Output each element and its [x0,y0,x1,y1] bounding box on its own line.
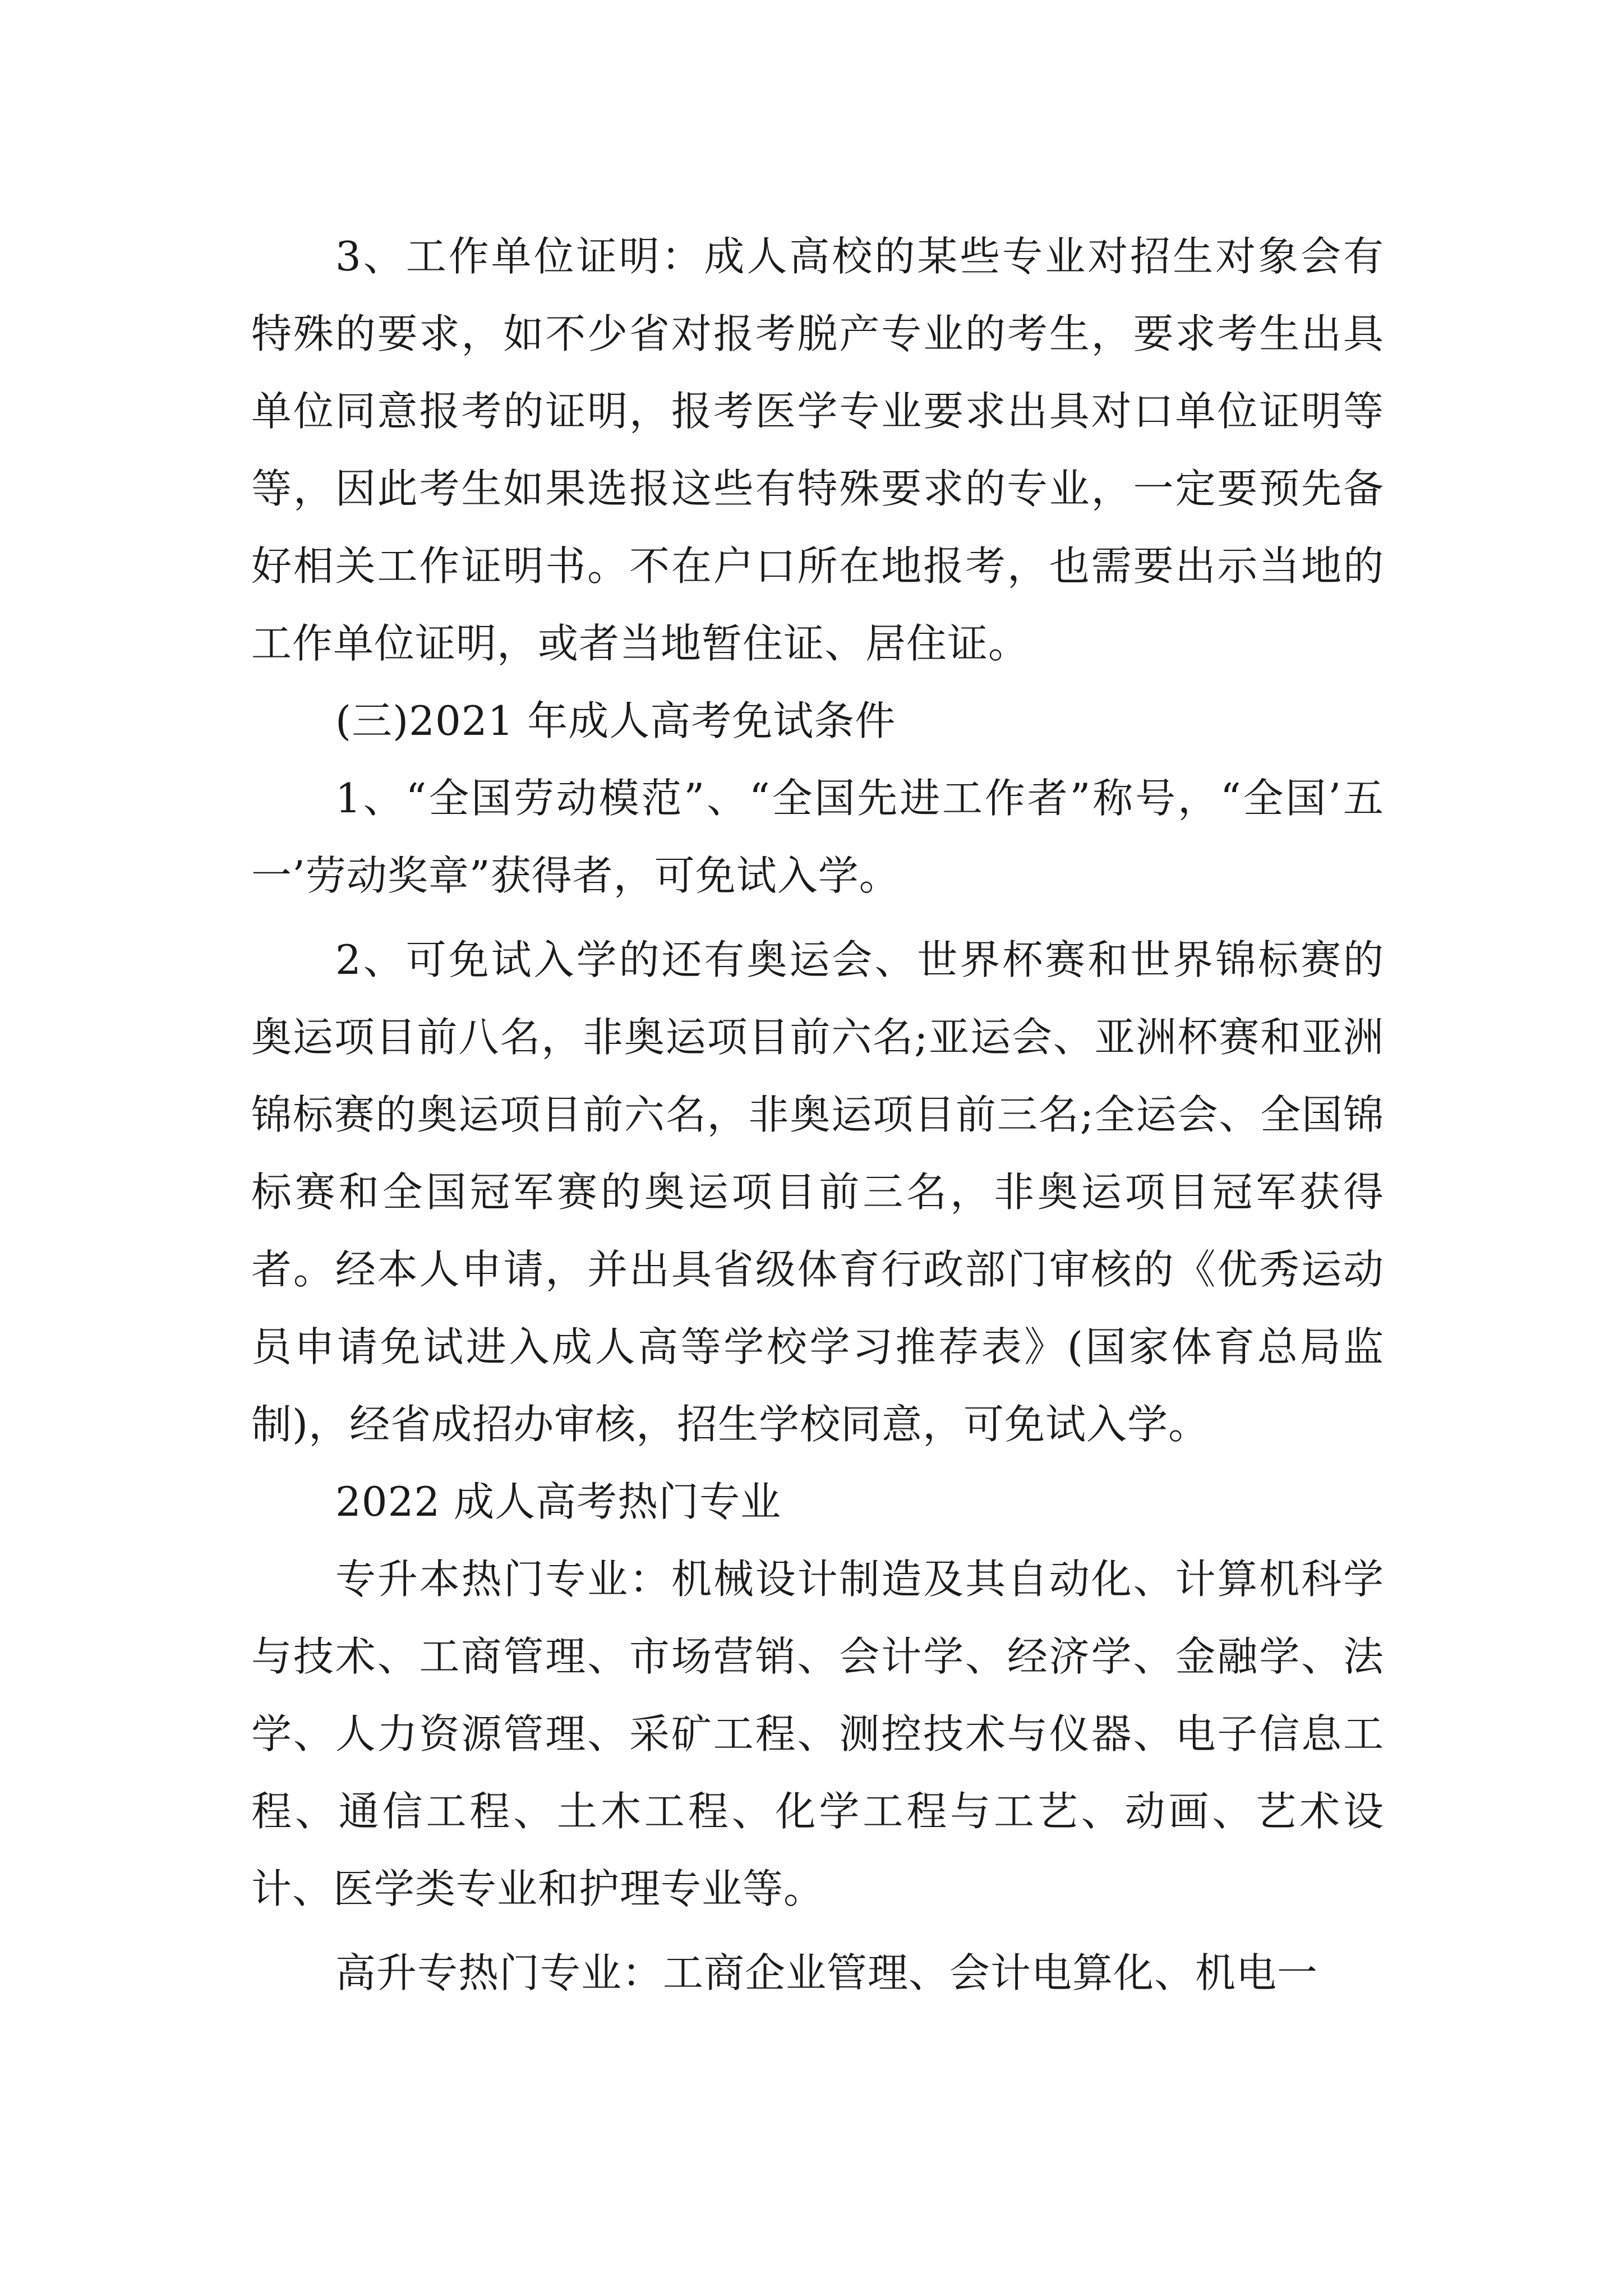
paragraph-work-unit-certificate: 3、工作单位证明：成人高校的某些专业对招生对象会有特殊的要求，如不少省对报考脱产专业的考生，要求考生出具单位同意报考的证明，报考医学专业要求出具对口单位证明等等，因此考生如果选报这些有特殊要求的专业，一定要预先备好相关工作证明书。不在户口所在地报考，也需要出示当地的工作单位证明，或者当地暂住证、居住证。 [251,233,1384,667]
paragraph-exemption-1: 1、“全国劳动模范”、“全国先进工作者”称号，“全国’五一’劳动奖章”获得者，可免试入学。 [251,775,1384,899]
paragraph-associate-popular-majors: 高升专热门专业：工商企业管理、会计电算化、机电一 [335,1949,1318,1996]
paragraph-exemption-2: 2、可免试入学的还有奥运会、世界杯赛和世界锦标赛的奥运项目前八名，非奥运项目前六名;亚运会、亚洲杯赛和亚洲锦标赛的奥运项目前六名，非奥运项目前三名;全运会、全国锦标赛和全国冠军赛的奥运项目前三名，非奥运项目冠军获得者。经本人申请，并出具省级体育行政部门审核的《优秀运动员申请免试进入成人高等学校学习推荐表》(国家体育总局监制)，经省成招办审核，招生学校同意，可免试入学。 [251,936,1384,1448]
paragraph-bachelor-popular-majors: 专升本热门专业：机械设计制造及其自动化、计算机科学与技术、工商管理、市场营销、会计学、经济学、金融学、法学、人力资源管理、采矿工程、测控技术与仪器、电子信息工程、通信工程、土木工程、化学工程与工艺、动画、艺术设计、医学类专业和护理专业等。 [251,1556,1384,1912]
heading-exemption-conditions: (三)2021 年成人高考免试条件 [335,697,896,744]
document-body [251,218,1384,2012]
heading-popular-majors: 2022 成人高考热门专业 [335,1478,782,1525]
